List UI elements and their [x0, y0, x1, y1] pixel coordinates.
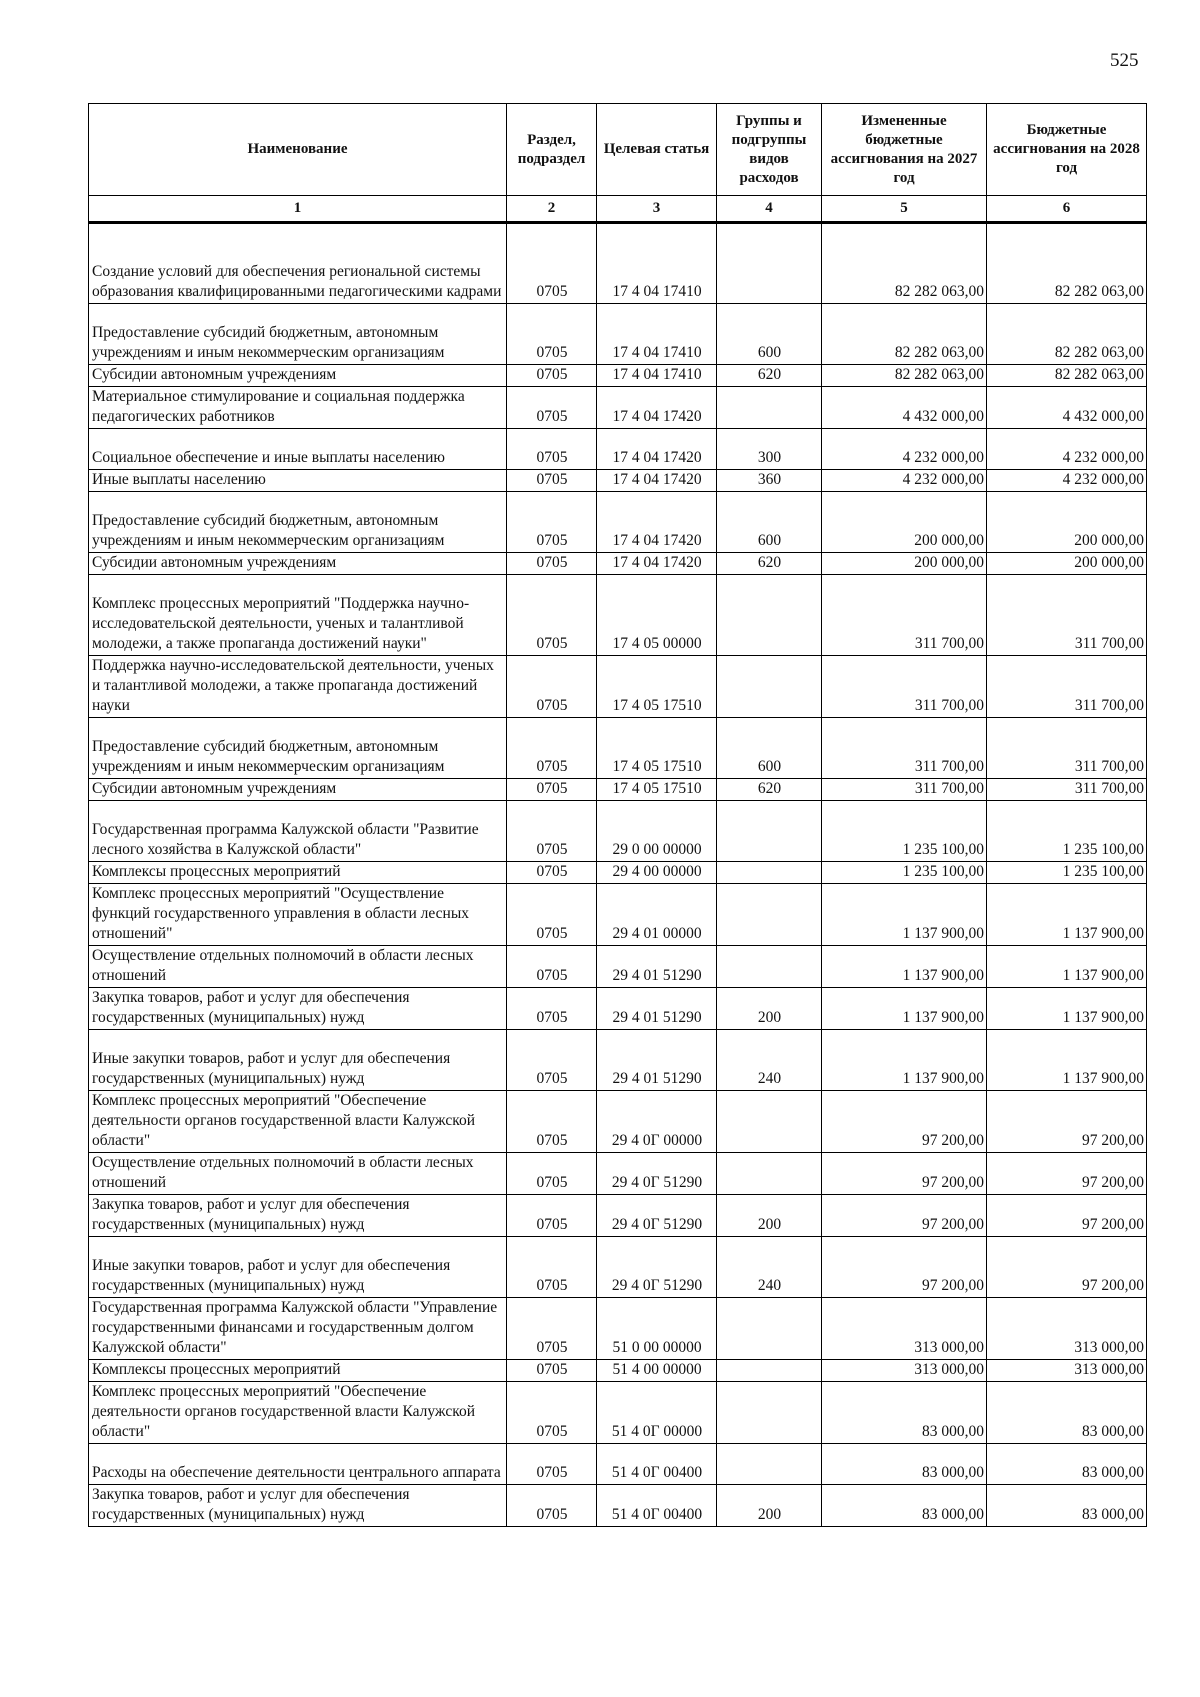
- row-amount-2027: 83 000,00: [822, 1485, 987, 1527]
- row-group: 620: [717, 779, 822, 801]
- row-amount-2027: 82 282 063,00: [822, 223, 987, 304]
- row-target: 51 4 0Г 00400: [597, 1485, 717, 1527]
- row-group: [717, 801, 822, 862]
- row-amount-2027: 313 000,00: [822, 1298, 987, 1360]
- row-group: 360: [717, 470, 822, 492]
- row-amount-2028: 83 000,00: [987, 1485, 1147, 1527]
- table-row: [89, 387, 1147, 429]
- row-target: 17 4 04 17420: [597, 553, 717, 575]
- table-row: [89, 779, 1147, 801]
- row-name: Осуществление отдельных полномочий в области лесных отношений: [89, 1153, 507, 1195]
- column-number-row: [89, 196, 1147, 223]
- table-row: [89, 223, 1147, 304]
- table-row: [89, 718, 1147, 779]
- row-amount-2027: 313 000,00: [822, 1360, 987, 1382]
- row-amount-2027: 311 700,00: [822, 718, 987, 779]
- row-group: 300: [717, 429, 822, 470]
- row-group: 200: [717, 1485, 822, 1527]
- row-name: Субсидии автономным учреждениям: [89, 553, 507, 575]
- row-name: Иные выплаты населению: [89, 470, 507, 492]
- row-name: Закупка товаров, работ и услуг для обеспечения государственных (муниципальных) нужд: [89, 1485, 507, 1527]
- row-name: Субсидии автономным учреждениям: [89, 779, 507, 801]
- row-name: Государственная программа Калужской области "Управление государственными финансами и государственным долгом Калужской области": [89, 1298, 507, 1360]
- table-row: [89, 801, 1147, 862]
- row-name: Закупка товаров, работ и услуг для обеспечения государственных (муниципальных) нужд: [89, 988, 507, 1030]
- row-amount-2027: 311 700,00: [822, 779, 987, 801]
- row-group: 240: [717, 1030, 822, 1091]
- row-target: 29 4 0Г 51290: [597, 1237, 717, 1298]
- row-amount-2027: 200 000,00: [822, 553, 987, 575]
- row-target: 17 4 04 17410: [597, 304, 717, 365]
- column-number: 6: [987, 196, 1147, 223]
- row-target: 17 4 05 00000: [597, 575, 717, 656]
- row-amount-2027: 1 137 900,00: [822, 946, 987, 988]
- row-amount-2028: 1 137 900,00: [987, 946, 1147, 988]
- row-target: 29 4 01 51290: [597, 1030, 717, 1091]
- row-name: Предоставление субсидий бюджетным, автономным учреждениям и иным некоммерческим организациям: [89, 718, 507, 779]
- row-group: 620: [717, 553, 822, 575]
- table-row: [89, 946, 1147, 988]
- row-name: Создание условий для обеспечения региональной системы образования квалифицированными педагогическими кадрами: [89, 223, 507, 304]
- header-budget-2028: Бюджетные ассигнования на 2028 год: [987, 104, 1147, 196]
- row-amount-2028: 97 200,00: [987, 1153, 1147, 1195]
- row-amount-2027: 4 232 000,00: [822, 429, 987, 470]
- table-row: [89, 1444, 1147, 1485]
- row-amount-2027: 1 235 100,00: [822, 862, 987, 884]
- row-name: Осуществление отдельных полномочий в области лесных отношений: [89, 946, 507, 988]
- row-target: 29 4 00 00000: [597, 862, 717, 884]
- row-section: 0705: [507, 779, 597, 801]
- row-target: 17 4 04 17420: [597, 492, 717, 553]
- row-amount-2028: 82 282 063,00: [987, 365, 1147, 387]
- row-group: [717, 1153, 822, 1195]
- table-row: [89, 429, 1147, 470]
- row-section: 0705: [507, 304, 597, 365]
- table-row: [89, 862, 1147, 884]
- row-name: Комплекс процессных мероприятий "Поддержка научно-исследовательской деятельности, ученых и талантливой молодежи, а также пропаганда достижений науки": [89, 575, 507, 656]
- table-row: [89, 1298, 1147, 1360]
- table-row: [89, 1153, 1147, 1195]
- row-group: 240: [717, 1237, 822, 1298]
- row-amount-2027: 1 137 900,00: [822, 884, 987, 946]
- header-target: Целевая статья: [597, 104, 717, 196]
- table-row: [89, 656, 1147, 718]
- row-name: Комплекс процессных мероприятий "Осуществление функций государственного управления в области лесных отношений": [89, 884, 507, 946]
- row-group: 600: [717, 304, 822, 365]
- row-group: [717, 1091, 822, 1153]
- row-section: 0705: [507, 656, 597, 718]
- row-amount-2027: 1 137 900,00: [822, 988, 987, 1030]
- row-group: [717, 1444, 822, 1485]
- row-target: 17 4 05 17510: [597, 656, 717, 718]
- row-amount-2027: 97 200,00: [822, 1091, 987, 1153]
- row-target: 29 4 0Г 51290: [597, 1195, 717, 1237]
- row-amount-2028: 1 235 100,00: [987, 801, 1147, 862]
- row-section: 0705: [507, 492, 597, 553]
- row-group: 200: [717, 1195, 822, 1237]
- row-amount-2028: 311 700,00: [987, 575, 1147, 656]
- row-section: 0705: [507, 429, 597, 470]
- table-row: [89, 470, 1147, 492]
- row-amount-2028: 313 000,00: [987, 1298, 1147, 1360]
- row-section: 0705: [507, 1153, 597, 1195]
- row-amount-2027: 83 000,00: [822, 1444, 987, 1485]
- row-section: 0705: [507, 1444, 597, 1485]
- table-row: [89, 1091, 1147, 1153]
- row-amount-2027: 4 432 000,00: [822, 387, 987, 429]
- row-amount-2028: 1 137 900,00: [987, 988, 1147, 1030]
- row-target: 51 4 0Г 00400: [597, 1444, 717, 1485]
- row-target: 51 4 0Г 00000: [597, 1382, 717, 1444]
- row-amount-2028: 4 232 000,00: [987, 470, 1147, 492]
- row-name: Субсидии автономным учреждениям: [89, 365, 507, 387]
- row-amount-2028: 97 200,00: [987, 1195, 1147, 1237]
- row-group: 600: [717, 492, 822, 553]
- row-section: 0705: [507, 1298, 597, 1360]
- row-name: Комплекс процессных мероприятий "Обеспечение деятельности органов государственной власти Калужской области": [89, 1382, 507, 1444]
- row-group: [717, 1360, 822, 1382]
- column-number: 1: [89, 196, 507, 223]
- row-amount-2028: 97 200,00: [987, 1237, 1147, 1298]
- column-number: 3: [597, 196, 717, 223]
- row-section: 0705: [507, 553, 597, 575]
- row-amount-2028: 82 282 063,00: [987, 223, 1147, 304]
- header-section: Раздел, подраздел: [507, 104, 597, 196]
- row-section: 0705: [507, 946, 597, 988]
- row-amount-2027: 200 000,00: [822, 492, 987, 553]
- row-target: 17 4 04 17410: [597, 223, 717, 304]
- column-number: 5: [822, 196, 987, 223]
- row-amount-2028: 1 137 900,00: [987, 884, 1147, 946]
- row-amount-2027: 4 232 000,00: [822, 470, 987, 492]
- row-name: Социальное обеспечение и иные выплаты населению: [89, 429, 507, 470]
- column-number: 4: [717, 196, 822, 223]
- row-target: 17 4 04 17420: [597, 470, 717, 492]
- row-amount-2028: 83 000,00: [987, 1382, 1147, 1444]
- row-amount-2027: 311 700,00: [822, 575, 987, 656]
- row-name: Комплексы процессных мероприятий: [89, 1360, 507, 1382]
- table-row: [89, 1030, 1147, 1091]
- row-group: [717, 575, 822, 656]
- header-row: [89, 104, 1147, 196]
- row-target: 17 4 04 17420: [597, 429, 717, 470]
- table-row: [89, 365, 1147, 387]
- row-section: 0705: [507, 223, 597, 304]
- row-amount-2028: 1 137 900,00: [987, 1030, 1147, 1091]
- row-amount-2028: 200 000,00: [987, 492, 1147, 553]
- row-group: 600: [717, 718, 822, 779]
- table-row: [89, 1195, 1147, 1237]
- row-group: [717, 387, 822, 429]
- row-section: 0705: [507, 387, 597, 429]
- table-row: [89, 1360, 1147, 1382]
- row-name: Комплексы процессных мероприятий: [89, 862, 507, 884]
- page-number: 525: [1110, 50, 1139, 71]
- row-amount-2028: 1 235 100,00: [987, 862, 1147, 884]
- row-group: [717, 862, 822, 884]
- table-body: [89, 223, 1147, 1527]
- row-name: Иные закупки товаров, работ и услуг для обеспечения государственных (муниципальных) нужд: [89, 1030, 507, 1091]
- row-target: 17 4 04 17410: [597, 365, 717, 387]
- row-target: 29 4 01 51290: [597, 988, 717, 1030]
- row-target: 51 0 00 00000: [597, 1298, 717, 1360]
- row-section: 0705: [507, 718, 597, 779]
- row-target: 51 4 00 00000: [597, 1360, 717, 1382]
- row-target: 17 4 04 17420: [597, 387, 717, 429]
- row-group: [717, 1298, 822, 1360]
- row-amount-2028: 311 700,00: [987, 656, 1147, 718]
- row-target: 29 4 01 00000: [597, 884, 717, 946]
- row-amount-2027: 82 282 063,00: [822, 365, 987, 387]
- row-amount-2027: 1 235 100,00: [822, 801, 987, 862]
- row-target: 17 4 05 17510: [597, 718, 717, 779]
- row-amount-2028: 200 000,00: [987, 553, 1147, 575]
- row-target: 29 4 01 51290: [597, 946, 717, 988]
- table-row: [89, 492, 1147, 553]
- row-amount-2027: 82 282 063,00: [822, 304, 987, 365]
- row-section: 0705: [507, 884, 597, 946]
- row-name: Предоставление субсидий бюджетным, автономным учреждениям и иным некоммерческим организациям: [89, 492, 507, 553]
- row-amount-2027: 1 137 900,00: [822, 1030, 987, 1091]
- table-row: [89, 575, 1147, 656]
- row-amount-2028: 97 200,00: [987, 1091, 1147, 1153]
- row-amount-2027: 311 700,00: [822, 656, 987, 718]
- row-target: 29 4 0Г 00000: [597, 1091, 717, 1153]
- table-row: [89, 988, 1147, 1030]
- row-section: 0705: [507, 1091, 597, 1153]
- row-amount-2028: 83 000,00: [987, 1444, 1147, 1485]
- budget-table: [88, 103, 1147, 1527]
- row-name: Материальное стимулирование и социальная поддержка педагогических работников: [89, 387, 507, 429]
- header-groups: Группы и подгруппы видов расходов: [717, 104, 822, 196]
- row-section: 0705: [507, 1195, 597, 1237]
- row-group: 200: [717, 988, 822, 1030]
- row-amount-2028: 311 700,00: [987, 718, 1147, 779]
- table-row: [89, 1485, 1147, 1527]
- row-name: Иные закупки товаров, работ и услуг для обеспечения государственных (муниципальных) нужд: [89, 1237, 507, 1298]
- table-row: [89, 1382, 1147, 1444]
- row-section: 0705: [507, 1360, 597, 1382]
- row-name: Расходы на обеспечение деятельности центрального аппарата: [89, 1444, 507, 1485]
- row-amount-2028: 4 232 000,00: [987, 429, 1147, 470]
- table-row: [89, 553, 1147, 575]
- row-section: 0705: [507, 1030, 597, 1091]
- row-name: Предоставление субсидий бюджетным, автономным учреждениям и иным некоммерческим организациям: [89, 304, 507, 365]
- header-name: Наименование: [89, 104, 507, 196]
- row-amount-2027: 97 200,00: [822, 1153, 987, 1195]
- row-section: 0705: [507, 470, 597, 492]
- row-group: [717, 656, 822, 718]
- row-group: [717, 223, 822, 304]
- row-name: Поддержка научно-исследовательской деятельности, ученых и талантливой молодежи, а также пропаганда достижений науки: [89, 656, 507, 718]
- row-section: 0705: [507, 862, 597, 884]
- row-section: 0705: [507, 801, 597, 862]
- table-row: [89, 304, 1147, 365]
- row-target: 17 4 05 17510: [597, 779, 717, 801]
- row-section: 0705: [507, 1485, 597, 1527]
- row-group: [717, 884, 822, 946]
- row-target: 29 0 00 00000: [597, 801, 717, 862]
- row-amount-2027: 97 200,00: [822, 1195, 987, 1237]
- row-amount-2028: 4 432 000,00: [987, 387, 1147, 429]
- table-row: [89, 884, 1147, 946]
- row-group: [717, 1382, 822, 1444]
- row-name: Комплекс процессных мероприятий "Обеспечение деятельности органов государственной власти Калужской области": [89, 1091, 507, 1153]
- row-section: 0705: [507, 1382, 597, 1444]
- row-section: 0705: [507, 575, 597, 656]
- row-section: 0705: [507, 1237, 597, 1298]
- row-amount-2027: 97 200,00: [822, 1237, 987, 1298]
- row-amount-2028: 313 000,00: [987, 1360, 1147, 1382]
- row-group: 620: [717, 365, 822, 387]
- row-amount-2027: 83 000,00: [822, 1382, 987, 1444]
- row-target: 29 4 0Г 51290: [597, 1153, 717, 1195]
- table-row: [89, 1237, 1147, 1298]
- row-name: Государственная программа Калужской области "Развитие лесного хозяйства в Калужской области": [89, 801, 507, 862]
- header-amended-2027: Измененные бюджетные ассигнования на 2027 год: [822, 104, 987, 196]
- row-section: 0705: [507, 988, 597, 1030]
- row-group: [717, 946, 822, 988]
- row-amount-2028: 82 282 063,00: [987, 304, 1147, 365]
- row-name: Закупка товаров, работ и услуг для обеспечения государственных (муниципальных) нужд: [89, 1195, 507, 1237]
- column-number: 2: [507, 196, 597, 223]
- row-section: 0705: [507, 365, 597, 387]
- row-amount-2028: 311 700,00: [987, 779, 1147, 801]
